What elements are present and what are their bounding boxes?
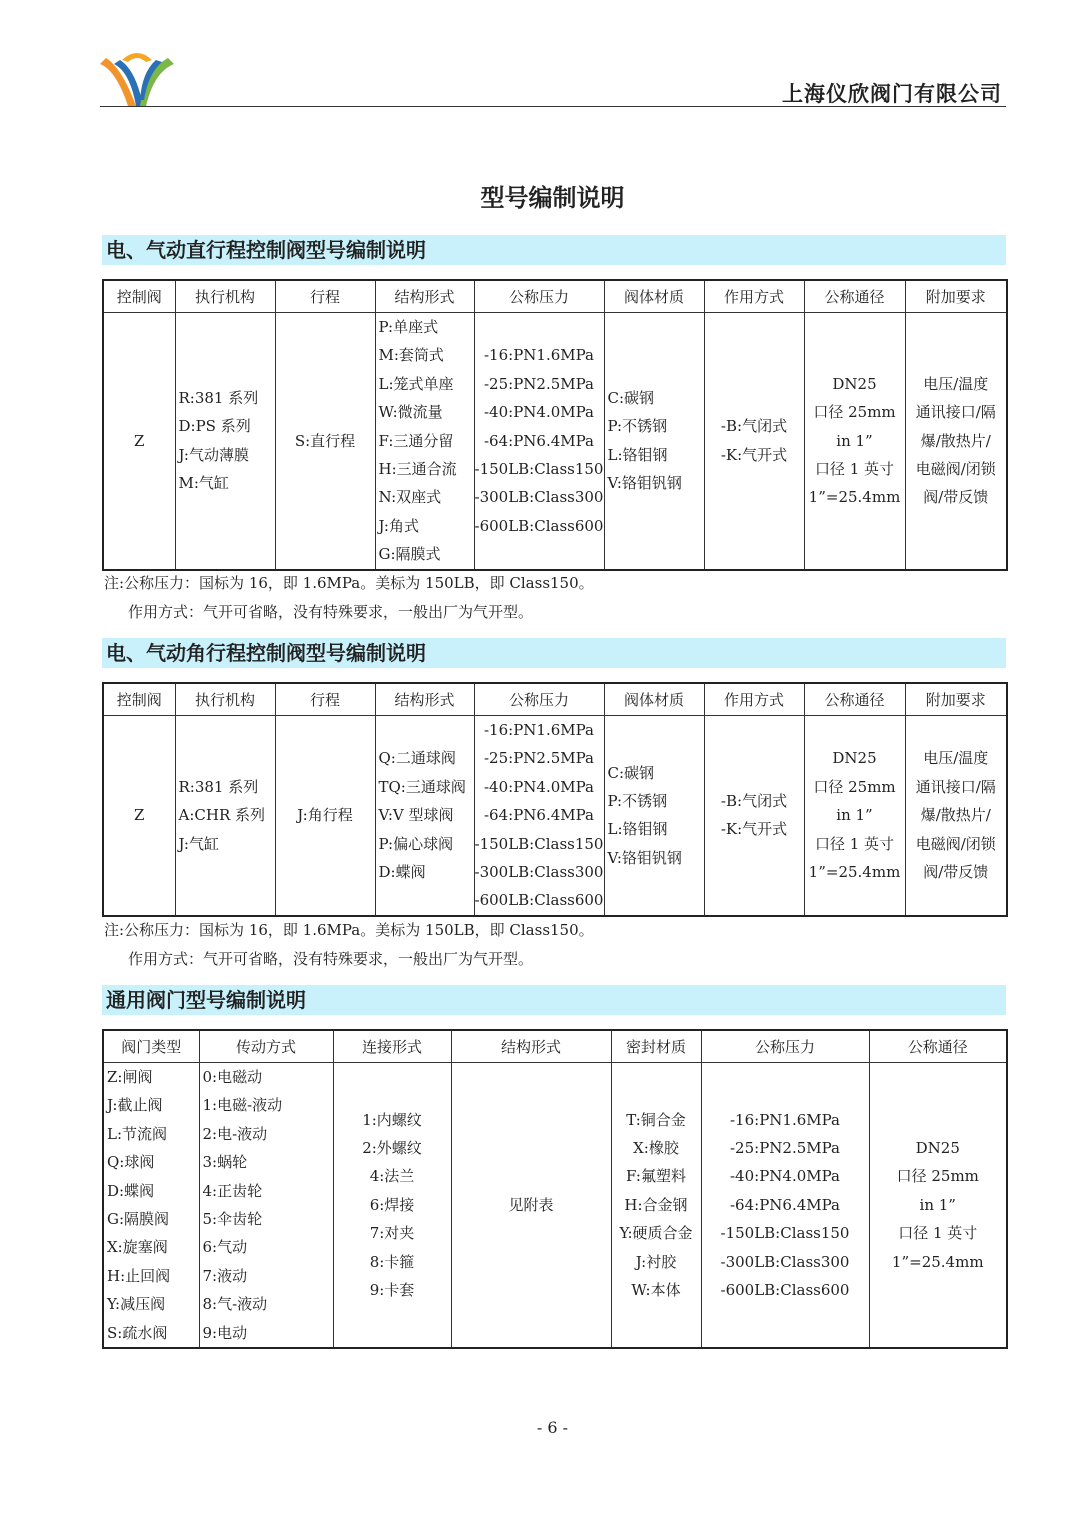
cell-line: F:三通分留	[378, 431, 454, 450]
cell-line: 通讯接口/隔	[915, 777, 996, 796]
table-cell	[869, 1063, 1007, 1348]
cell-line: M:气缸	[178, 474, 229, 493]
cell-line: -B:气闭式	[720, 791, 788, 810]
column-header: 控制阀	[103, 280, 175, 313]
cell-line: -600LB:Class600	[474, 516, 604, 535]
cell-line: G:隔膜阀	[107, 1209, 170, 1228]
cell-line: -16:PN1.6MPa	[483, 721, 594, 739]
cell-line: -B:气闭式	[720, 417, 788, 436]
cell-line: J:角行程	[297, 806, 353, 825]
table-cell	[375, 313, 474, 570]
cell-line: 8:卡箍	[369, 1252, 415, 1271]
cell-line: H:止回阀	[107, 1266, 171, 1285]
cell-line: -150LB:Class150	[474, 459, 604, 478]
table-cell	[905, 716, 1007, 916]
section-heading-linear: 电、气动直行程控制阀型号编制说明	[102, 235, 1006, 265]
cell-line: S:直行程	[294, 431, 356, 450]
cell-line: in 1”	[836, 806, 873, 825]
cell-line: H:三通合流	[378, 459, 457, 478]
column-header: 阀体材质	[604, 280, 704, 313]
cell-line: 电压/温度	[923, 374, 989, 393]
cell-line: -16:PN1.6MPa	[483, 346, 594, 365]
cell-line: -40:PN4.0MPa	[729, 1167, 840, 1186]
column-header: 公称通径	[869, 1030, 1007, 1063]
cell-line: 口径 1 英寸	[814, 459, 895, 478]
table-cell	[474, 313, 604, 570]
cell-line: C:碳钢	[607, 388, 655, 407]
cell-line: 3:蜗轮	[202, 1153, 248, 1172]
column-header: 控制阀	[103, 683, 175, 716]
cell-line: 口径 25mm	[813, 777, 896, 796]
cell-line: -40:PN4.0MPa	[483, 403, 594, 422]
cell-line: 7:液动	[202, 1266, 248, 1285]
cell-line: F:氟塑料	[626, 1167, 686, 1186]
column-header: 附加要求	[905, 683, 1007, 716]
cell-line: -300LB:Class300	[474, 488, 604, 507]
cell-line: 见附表	[508, 1195, 554, 1214]
cell-line: P:不锈钢	[607, 417, 668, 436]
cell-line: -150LB:Class150	[720, 1224, 850, 1243]
column-header: 行程	[275, 280, 375, 313]
cell-line: Q:二通球阀	[378, 749, 456, 768]
cell-line: V:铬钼钒钢	[607, 474, 682, 493]
column-header: 连接形式	[333, 1030, 451, 1063]
cell-line: 9:卡套	[369, 1280, 415, 1299]
cell-line: -25:PN2.5MPa	[729, 1138, 840, 1157]
cell-line: -40:PN4.0MPa	[483, 777, 594, 796]
cell-line: J:角式	[378, 516, 419, 535]
cell-line: -25:PN2.5MPa	[483, 749, 594, 768]
cell-line: A:CHR 系列	[178, 806, 266, 825]
cell-line: V:铬钼钒钢	[607, 848, 682, 867]
table-cell	[604, 716, 704, 916]
cell-line: 0:电磁动	[202, 1068, 263, 1086]
cell-line: 1”=25.4mm	[808, 488, 901, 507]
page-number: - 6 -	[536, 1418, 569, 1437]
cell-line: N:双座式	[378, 488, 442, 507]
cell-line: 1”=25.4mm	[808, 862, 901, 881]
cell-line: J:气动薄膜	[178, 445, 249, 464]
cell-line: L:节流阀	[107, 1124, 168, 1143]
column-header: 行程	[275, 683, 375, 716]
column-header: 阀门类型	[103, 1030, 199, 1063]
cell-line: M:套筒式	[378, 346, 444, 365]
cell-line: J:气缸	[178, 834, 219, 853]
cell-line: C:碳钢	[607, 763, 655, 782]
cell-line: P:单座式	[378, 318, 439, 336]
cell-line: S:疏水阀	[107, 1323, 168, 1342]
cell-line: 电磁阀/闭锁	[915, 459, 996, 478]
cell-line: 口径 1 英寸	[898, 1224, 978, 1243]
cell-line: 爆/散热片/	[920, 431, 991, 450]
general-valve-table	[102, 1029, 1008, 1349]
cell-line: P:不锈钢	[607, 791, 668, 810]
cell-line: X:旋塞阀	[107, 1238, 168, 1257]
table-cell	[704, 313, 804, 570]
column-header: 公称压力	[474, 280, 604, 313]
column-header: 密封材质	[611, 1030, 701, 1063]
column-header: 结构形式	[451, 1030, 611, 1063]
cell-line: P:偏心球阀	[378, 834, 454, 853]
cell-line: 1:电磁-液动	[202, 1096, 283, 1115]
cell-line: DN25	[832, 749, 877, 768]
column-header: 结构形式	[375, 280, 474, 313]
cell-line: J:衬胶	[635, 1252, 677, 1271]
cell-line: H:合金钢	[624, 1195, 688, 1214]
linear-valve-table	[102, 279, 1008, 571]
cell-line: -16:PN1.6MPa	[729, 1110, 840, 1129]
header-rule	[100, 106, 1006, 107]
cell-line: L:铬钼钢	[607, 820, 668, 839]
column-header: 传动方式	[199, 1030, 333, 1063]
cell-line: Z	[134, 806, 145, 825]
note-pressure: 注:公称压力：国标为 16，即 1.6MPa。美标为 150LB，即 Class150。	[104, 921, 594, 939]
cell-line: D:蝶阀	[107, 1181, 155, 1200]
cell-line: 阀/带反馈	[923, 862, 989, 881]
cell-line: 通讯接口/隔	[915, 403, 996, 422]
table-header-row	[103, 683, 1007, 716]
cell-line: 4:法兰	[369, 1167, 415, 1186]
table-cell	[103, 1063, 199, 1348]
note-pressure: 注:公称压力：国标为 16，即 1.6MPa。美标为 150LB，即 Class150。	[104, 574, 594, 592]
company-name: 上海仪欣阀门有限公司	[782, 82, 1002, 106]
cell-line: 2:外螺纹	[362, 1138, 422, 1157]
cell-line: 8:气-液动	[202, 1295, 268, 1314]
cell-line: Y:硬质合金	[619, 1224, 693, 1243]
table-cell	[804, 716, 905, 916]
cell-line: 阀/带反馈	[923, 488, 989, 507]
table-cell	[103, 716, 175, 916]
note-action: 作用方式：气开可省略，没有特殊要求，一般出厂为气开型。	[128, 950, 534, 968]
table-row	[103, 716, 1007, 916]
cell-line: 1:内螺纹	[362, 1110, 422, 1129]
cell-line: -300LB:Class300	[720, 1252, 850, 1271]
column-header: 附加要求	[905, 280, 1007, 313]
note-action: 作用方式：气开可省略，没有特殊要求，一般出厂为气开型。	[128, 603, 534, 621]
column-header: 作用方式	[704, 683, 804, 716]
column-header: 执行机构	[175, 280, 275, 313]
column-header: 执行机构	[175, 683, 275, 716]
table-cell	[905, 313, 1007, 570]
table-cell	[704, 716, 804, 916]
column-header: 公称压力	[474, 683, 604, 716]
table-cell	[604, 313, 704, 570]
cell-line: L:铬钼钢	[607, 445, 668, 464]
cell-line: 口径 25mm	[813, 403, 896, 422]
cell-line: Q:球阀	[107, 1153, 155, 1172]
column-header: 公称通径	[804, 280, 905, 313]
column-header: 作用方式	[704, 280, 804, 313]
cell-line: DN25	[832, 374, 877, 393]
document-title: 型号编制说明	[480, 184, 625, 212]
cell-line: TQ:三通球阀	[378, 777, 466, 796]
cell-line: Z	[134, 431, 145, 450]
cell-line: 口径 1 英寸	[814, 834, 895, 853]
cell-line: 爆/散热片/	[920, 806, 991, 825]
table-header-row	[103, 280, 1007, 313]
table-row	[103, 313, 1007, 570]
logo-sun-arc	[122, 53, 152, 62]
cell-line: W:本体	[631, 1280, 681, 1299]
table-cell	[175, 313, 275, 570]
cell-line: 2:电-液动	[202, 1124, 268, 1143]
table-cell	[199, 1063, 333, 1348]
cell-line: 4:正齿轮	[202, 1181, 263, 1200]
cell-line: -25:PN2.5MPa	[483, 374, 594, 393]
cell-line: D:PS 系列	[178, 417, 251, 436]
table-cell	[175, 716, 275, 916]
column-header: 结构形式	[375, 683, 474, 716]
cell-line: 电磁阀/闭锁	[915, 834, 996, 853]
cell-line: -600LB:Class600	[720, 1280, 850, 1299]
cell-line: 9:电动	[202, 1323, 248, 1342]
cell-line: in 1”	[919, 1195, 956, 1214]
table-cell	[333, 1063, 451, 1348]
cell-line: R:381 系列	[178, 777, 259, 796]
cell-line: 1”=25.4mm	[891, 1252, 984, 1271]
cell-line: 6:气动	[202, 1238, 248, 1257]
cell-line: -150LB:Class150	[474, 834, 604, 853]
company-logo	[96, 44, 178, 110]
cell-line: -64:PN6.4MPa	[483, 806, 594, 825]
table-header-row	[103, 1030, 1007, 1063]
cell-line: D:蝶阀	[378, 862, 426, 881]
table-cell	[701, 1063, 869, 1348]
cell-line: -300LB:Class300	[474, 862, 604, 881]
cell-line: Y:减压阀	[107, 1295, 166, 1314]
cell-line: 口径 25mm	[896, 1167, 979, 1186]
section-heading-angular: 电、气动角行程控制阀型号编制说明	[102, 638, 1006, 668]
cell-line: Z:闸阀	[107, 1068, 153, 1086]
table-cell	[275, 716, 375, 916]
cell-line: X:橡胶	[633, 1138, 679, 1157]
cell-line: 7:对夹	[369, 1224, 415, 1243]
table-cell	[275, 313, 375, 570]
cell-line: DN25	[915, 1138, 960, 1157]
cell-line: -K:气开式	[720, 820, 788, 839]
table-cell	[451, 1063, 611, 1348]
column-header: 阀体材质	[604, 683, 704, 716]
table-cell	[103, 313, 175, 570]
table-row	[103, 1063, 1007, 1348]
table-cell	[375, 716, 474, 916]
column-header: 公称压力	[701, 1030, 869, 1063]
cell-line: W:微流量	[378, 403, 443, 422]
table-cell	[804, 313, 905, 570]
cell-line: 5:伞齿轮	[202, 1209, 263, 1228]
cell-line: L:笼式单座	[378, 374, 454, 393]
cell-line: G:隔膜式	[378, 545, 441, 564]
cell-line: T:铜合金	[626, 1110, 686, 1129]
cell-line: 电压/温度	[923, 749, 989, 768]
cell-line: -64:PN6.4MPa	[483, 431, 594, 450]
cell-line: J:截止阀	[107, 1096, 163, 1115]
cell-line: -K:气开式	[720, 445, 788, 464]
cell-line: -600LB:Class600	[474, 891, 604, 910]
table-cell	[474, 716, 604, 916]
table-cell	[611, 1063, 701, 1348]
cell-line: V:V 型球阀	[378, 806, 454, 825]
angular-valve-table	[102, 682, 1008, 917]
column-header: 公称通径	[804, 683, 905, 716]
cell-line: 6:焊接	[369, 1195, 415, 1214]
cell-line: in 1”	[836, 431, 873, 450]
cell-line: -64:PN6.4MPa	[729, 1195, 840, 1214]
section-heading-general: 通用阀门型号编制说明	[102, 985, 1006, 1015]
cell-line: R:381 系列	[178, 388, 259, 407]
